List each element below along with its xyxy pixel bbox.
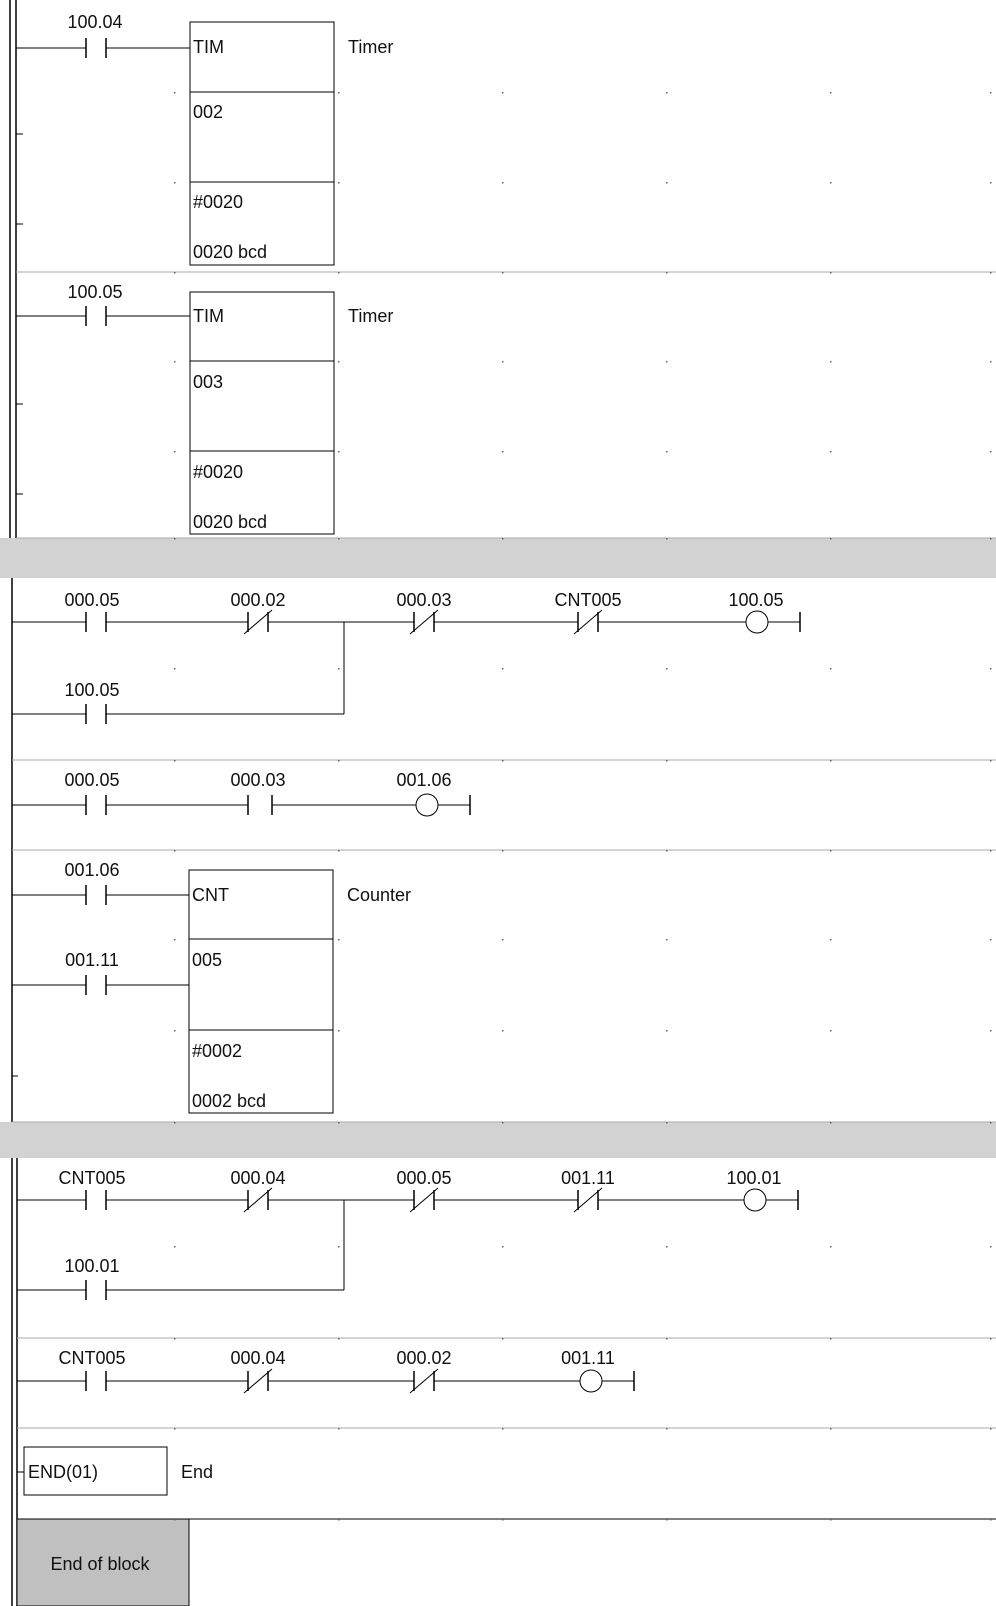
contact-label: 100.05 xyxy=(64,680,120,700)
timer-bcd: 0020 bcd xyxy=(193,512,268,532)
grid-dot xyxy=(174,1428,176,1430)
grid-dot xyxy=(990,1246,992,1248)
grid-dot xyxy=(830,760,832,762)
separator-band xyxy=(0,1122,996,1158)
grid-dot xyxy=(338,1519,340,1521)
end-instruction: END(01) xyxy=(28,1462,99,1482)
contact-label: 000.05 xyxy=(64,590,120,610)
timer-bcd: 0020 bcd xyxy=(193,242,268,262)
grid-dot xyxy=(174,760,176,762)
grid-dot xyxy=(338,760,340,762)
grid-dot xyxy=(502,1428,504,1430)
contact-label: CNT005 xyxy=(58,1168,126,1188)
grid-dot xyxy=(990,1519,992,1521)
grid-dot xyxy=(502,939,504,941)
coil-label: 100.05 xyxy=(728,590,784,610)
contact-nc[interactable] xyxy=(230,1168,285,1212)
grid-dot xyxy=(666,182,668,184)
contact-label: 100.01 xyxy=(64,1256,120,1276)
grid-dot xyxy=(174,1246,176,1248)
grid-dot xyxy=(174,92,176,94)
timer-comment: Timer xyxy=(348,306,394,326)
contact-label: 001.11 xyxy=(65,950,119,970)
grid-dot xyxy=(338,1122,340,1124)
grid-dot xyxy=(990,1338,992,1340)
contact-label: 000.04 xyxy=(230,1348,286,1368)
grid-dot xyxy=(502,1246,504,1248)
rung-counter-005[interactable] xyxy=(12,860,411,1113)
end-of-block xyxy=(17,1519,189,1606)
coil-label: 001.06 xyxy=(396,770,452,790)
grid-dot xyxy=(338,668,340,670)
grid-dot xyxy=(502,1338,504,1340)
grid-dot xyxy=(338,1030,340,1032)
grid-dot xyxy=(990,538,992,540)
rung-end[interactable] xyxy=(17,1447,213,1495)
grid-dot xyxy=(338,1428,340,1430)
counter-block[interactable] xyxy=(189,870,333,1113)
grid-dot xyxy=(338,538,340,540)
contact-nc[interactable] xyxy=(230,590,285,634)
grid-dot xyxy=(502,760,504,762)
contact-label: CNT005 xyxy=(554,590,622,610)
end-comment: End xyxy=(181,1462,214,1482)
contact-label: 001.11 xyxy=(561,1168,615,1188)
grid-dot xyxy=(502,1030,504,1032)
contact-label: 000.03 xyxy=(396,590,452,610)
grid-dot xyxy=(338,92,340,94)
grid-dot xyxy=(338,850,340,852)
grid-dot xyxy=(666,538,668,540)
contact-nc[interactable] xyxy=(230,1348,285,1393)
grid-dot xyxy=(338,182,340,184)
grid-dot xyxy=(830,1030,832,1032)
timer-setvalue: #0020 xyxy=(193,192,244,212)
timer-mnemonic: TIM xyxy=(193,306,224,326)
timer-setvalue: #0020 xyxy=(193,462,244,482)
counter-comment: Counter xyxy=(347,885,412,905)
output-coil[interactable] xyxy=(728,590,800,633)
contact-no[interactable] xyxy=(58,1348,125,1391)
grid-dot xyxy=(830,939,832,941)
counter-reset-input[interactable] xyxy=(12,950,189,995)
grid-dot xyxy=(830,1519,832,1521)
timer-number: 002 xyxy=(193,102,224,122)
grid-dot xyxy=(830,361,832,363)
contact-nc[interactable] xyxy=(554,590,621,634)
counter-bcd: 0002 bcd xyxy=(192,1091,267,1111)
rung-coil-100-05[interactable] xyxy=(12,590,800,724)
counter-count-input[interactable] xyxy=(12,860,189,905)
contact-label: 000.02 xyxy=(230,590,286,610)
grid-dot xyxy=(338,451,340,453)
grid-dot xyxy=(830,1428,832,1430)
contact-label: 000.02 xyxy=(396,1348,452,1368)
panel-1 xyxy=(10,0,996,538)
grid-dot xyxy=(502,850,504,852)
grid-dot xyxy=(990,850,992,852)
grid-dot xyxy=(174,182,176,184)
grid-dot xyxy=(174,1030,176,1032)
contact-label: CNT005 xyxy=(58,1348,126,1368)
contact-label: 100.04 xyxy=(67,12,123,32)
grid-dot xyxy=(666,272,668,274)
grid-dot xyxy=(990,1030,992,1032)
output-coil[interactable] xyxy=(561,1348,634,1392)
contact-no[interactable] xyxy=(16,282,190,326)
timer-comment: Timer xyxy=(348,37,394,57)
grid-dot xyxy=(990,668,992,670)
panel-2 xyxy=(12,578,996,1122)
grid-dot xyxy=(666,1122,668,1124)
grid-dot xyxy=(338,361,340,363)
grid-dot xyxy=(990,451,992,453)
grid-dot xyxy=(830,538,832,540)
branch-contact-no[interactable] xyxy=(64,680,119,724)
separator-band xyxy=(0,538,996,578)
grid-dot xyxy=(338,1246,340,1248)
grid-dot xyxy=(990,182,992,184)
output-coil[interactable] xyxy=(396,770,470,816)
rung-timer-002[interactable] xyxy=(16,12,393,265)
grid-dot xyxy=(174,1519,176,1521)
grid-dot xyxy=(502,451,504,453)
grid-dot xyxy=(990,1428,992,1430)
grid-dot xyxy=(338,939,340,941)
grid-dot xyxy=(666,1428,668,1430)
grid-dot xyxy=(174,1338,176,1340)
grid-dot xyxy=(502,272,504,274)
grid-dot xyxy=(830,92,832,94)
grid-dot xyxy=(666,1338,668,1340)
grid-dot xyxy=(990,92,992,94)
contact-nc[interactable] xyxy=(396,1168,451,1212)
output-coil[interactable] xyxy=(726,1168,798,1211)
grid-dot xyxy=(666,939,668,941)
contact-nc[interactable] xyxy=(396,590,451,634)
counter-setvalue: #0002 xyxy=(192,1041,243,1061)
rung-coil-001-06[interactable] xyxy=(12,770,470,816)
grid-dot xyxy=(502,1122,504,1124)
grid-dot xyxy=(830,1122,832,1124)
rung-coil-100-01[interactable] xyxy=(17,1168,798,1300)
grid-dot xyxy=(174,668,176,670)
end-instruction-block[interactable] xyxy=(24,1447,167,1495)
contact-label: 000.05 xyxy=(396,1168,452,1188)
grid-dot xyxy=(502,182,504,184)
contact-nc[interactable] xyxy=(396,1348,451,1393)
grid-dot xyxy=(666,92,668,94)
timer-block[interactable] xyxy=(190,292,334,534)
timer-block[interactable] xyxy=(190,22,334,265)
contact-label: 001.06 xyxy=(64,860,120,880)
grid-dot xyxy=(830,1246,832,1248)
end-of-block-label: End of block xyxy=(50,1554,150,1574)
contact-label: 000.05 xyxy=(64,770,120,790)
timer-mnemonic: TIM xyxy=(193,37,224,57)
grid-dot xyxy=(830,451,832,453)
grid-dot xyxy=(990,1122,992,1124)
grid-dot xyxy=(502,92,504,94)
grid-dot xyxy=(174,850,176,852)
grid-dot xyxy=(830,668,832,670)
grid-dot xyxy=(502,361,504,363)
panel-3 xyxy=(12,1158,996,1606)
grid-dot xyxy=(502,668,504,670)
branch-contact-no[interactable] xyxy=(64,1256,119,1300)
grid-dot xyxy=(830,272,832,274)
contact-label: 100.05 xyxy=(67,282,123,302)
grid-dots xyxy=(174,92,992,1521)
counter-mnemonic: CNT xyxy=(192,885,229,905)
grid-dot xyxy=(338,272,340,274)
contact-no[interactable] xyxy=(16,12,190,58)
grid-dot xyxy=(830,850,832,852)
grid-dot xyxy=(174,939,176,941)
grid-dot xyxy=(666,361,668,363)
counter-number: 005 xyxy=(192,950,223,970)
grid-dot xyxy=(666,1246,668,1248)
timer-number: 003 xyxy=(193,372,224,392)
contact-no[interactable] xyxy=(230,770,285,815)
grid-dot xyxy=(502,1519,504,1521)
contact-no[interactable] xyxy=(64,590,119,632)
grid-dot xyxy=(666,451,668,453)
grid-dot xyxy=(174,1122,176,1124)
grid-dot xyxy=(666,668,668,670)
grid-dot xyxy=(990,939,992,941)
coil-label: 100.01 xyxy=(726,1168,782,1188)
grid-dot xyxy=(338,1338,340,1340)
grid-dot xyxy=(990,760,992,762)
grid-dot xyxy=(174,538,176,540)
grid-dot xyxy=(666,760,668,762)
rung-coil-001-11[interactable] xyxy=(17,1348,634,1393)
rung-timer-003[interactable] xyxy=(16,282,393,534)
contact-label: 000.04 xyxy=(230,1168,286,1188)
grid-dot xyxy=(990,361,992,363)
grid-dot xyxy=(666,1519,668,1521)
contact-no[interactable] xyxy=(58,1168,125,1210)
grid-dot xyxy=(666,850,668,852)
grid-dot xyxy=(174,272,176,274)
contact-label: 000.03 xyxy=(230,770,286,790)
grid-dot xyxy=(666,1030,668,1032)
coil-label: 001.11 xyxy=(561,1348,615,1368)
grid-dot xyxy=(830,182,832,184)
grid-dot xyxy=(174,451,176,453)
grid-dot xyxy=(990,272,992,274)
grid-dot xyxy=(502,538,504,540)
contact-no[interactable] xyxy=(64,770,119,815)
contact-nc[interactable] xyxy=(561,1168,615,1212)
grid-dot xyxy=(830,1338,832,1340)
grid-dot xyxy=(174,361,176,363)
